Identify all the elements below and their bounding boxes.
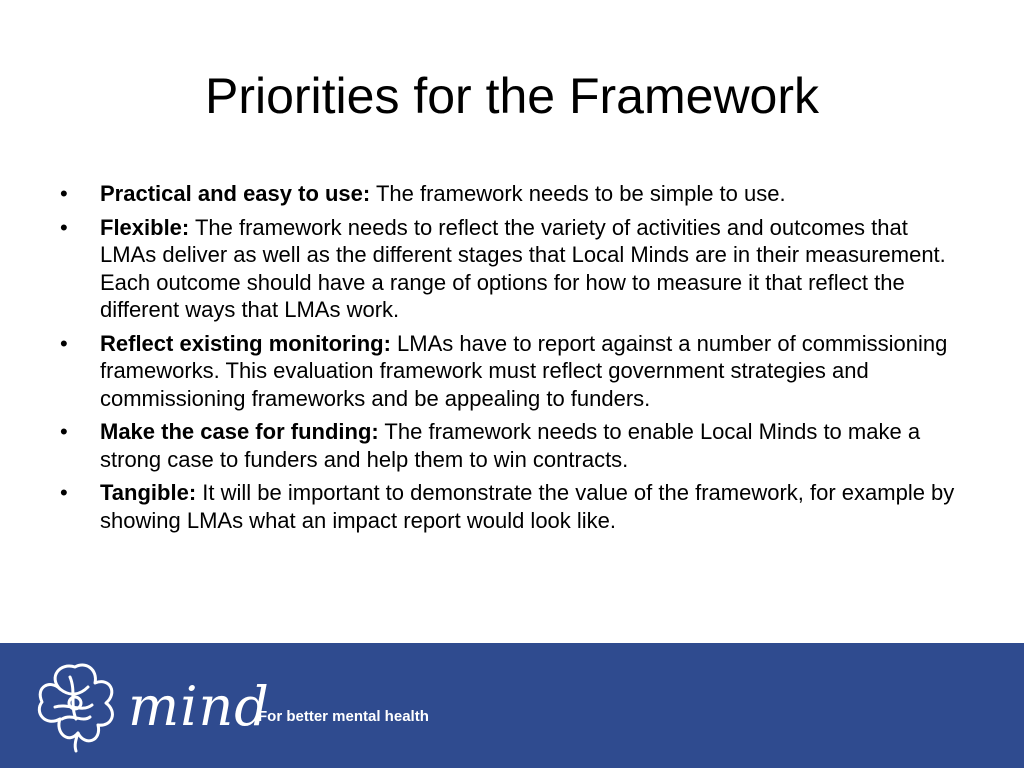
bullet-text: The framework needs to enable Local Minds to make a strong case to funders and help them to win contracts. [100,419,921,472]
bullet-text: The framework needs to be simple to use. [370,181,786,206]
bullet-item-tangible [60,479,960,534]
mind-flower-icon [30,657,120,753]
bullet-term: Make the case for funding: [100,419,379,444]
bullet-item-monitoring [60,330,960,413]
bullet-text: The framework needs to reflect the variety of activities and outcomes that LMAs deliver as well as the different stages that Local Minds are in their measurement. Each outcome should have a range of options for how to measure it that reflect the different ways that LMAs work. [100,214,946,322]
bullet-marker: • [60,480,68,505]
bullet-term: Practical and easy to use: [100,181,371,206]
bullet-term: Reflect existing monitoring: [100,330,391,356]
logo-wordmark: mind [128,675,270,738]
footer-tagline: For better mental health [258,708,429,725]
bullet-marker: • [60,419,68,444]
bullet-item-funding [60,418,960,473]
bullet-marker: • [60,214,68,240]
bullet-list [60,180,960,540]
bullet-text: It will be important to demonstrate the value of the framework, for example by showing LMAs what an impact report would look like. [100,480,955,533]
bullet-item-practical [60,180,960,208]
mind-logo [30,657,270,753]
bullet-item-flexible [60,214,960,324]
footer-banner [0,643,1024,768]
slide-title: Priorities for the Framework [204,68,820,124]
bullet-term: Flexible: [100,214,190,240]
bullet-term: Tangible: [100,480,197,505]
bullet-marker: • [60,181,68,206]
bullet-text: LMAs have to report against a number of commissioning frameworks. This evaluation framework must reflect government strategies and commissioning frameworks and be appealing to funders. [100,330,948,411]
bullet-marker: • [60,330,68,356]
